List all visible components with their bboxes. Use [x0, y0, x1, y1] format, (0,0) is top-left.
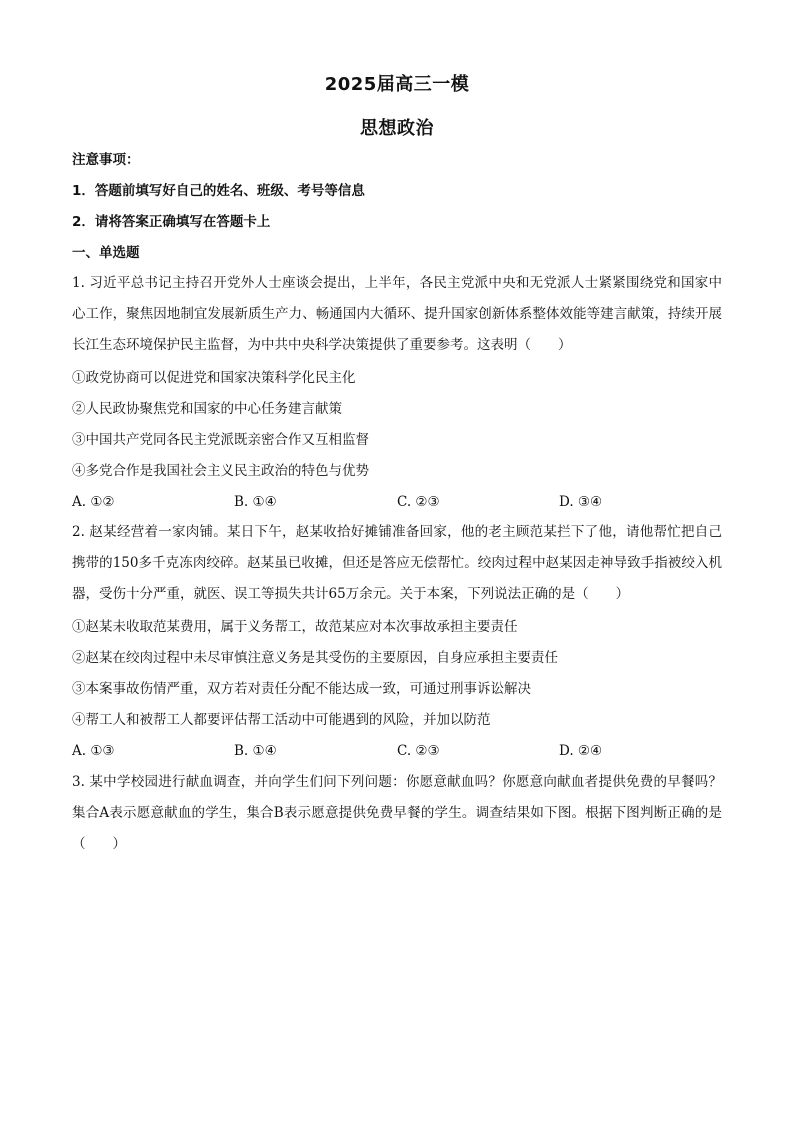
question-1-statement-3: ③中国共产党同各民主党派既亲密合作又互相监督	[72, 432, 369, 448]
question-1-statement-2: ②人民政协聚焦党和国家的中心任务建言献策	[72, 401, 342, 417]
notice-heading: 注意事项：	[72, 152, 140, 168]
section-heading: 一、单选题	[72, 245, 140, 261]
question-2-option-b[interactable]: B. ①④	[234, 743, 277, 759]
question-2-statement-1: ①赵某未收取范某费用，属于义务帮工，故范某应对本次事故承担主要责任	[72, 619, 518, 635]
question-1-option-c[interactable]: C. ②③	[397, 494, 440, 510]
question-1-statement-1: ①政党协商可以促进党和国家决策科学化民主化	[72, 370, 356, 386]
question-1-statement-4: ④多党合作是我国社会主义民主政治的特色与优势	[72, 463, 369, 479]
question-1-option-b[interactable]: B. ①④	[234, 494, 277, 510]
question-1-option-a[interactable]: A. ①②	[72, 494, 115, 510]
question-2-option-d[interactable]: D. ②④	[559, 743, 603, 759]
exam-title: 2025届高三一模	[324, 74, 470, 95]
question-2-statement-4: ④帮工人和被帮工人都要评估帮工活动中可能遇到的风险，并加以防范	[72, 712, 491, 728]
question-3-stem: 3. 某中学校园进行献血调查，并向学生们问下列问题：你愿意献血吗？你愿意向献血者提供免费的早餐吗？集合A表示愿意献血的学生，集合B表示愿意提供免费早餐的学生。调查结果如下图。根据下图判断正确的是（ ）	[72, 774, 722, 852]
exam-subject: 思想政治	[360, 118, 434, 139]
question-2-statement-2: ②赵某在绞肉过程中未尽审慎注意义务是其受伤的主要原因，自身应承担主要责任	[72, 650, 558, 666]
question-2-option-a[interactable]: A. ①③	[72, 743, 115, 759]
question-1-options	[72, 492, 722, 512]
question-2-option-c[interactable]: C. ②③	[397, 743, 440, 759]
notice-item-1: 1．答题前填写好自己的姓名、班级、考号等信息	[72, 183, 365, 199]
notice-item-2: 2．请将答案正确填写在答题卡上	[72, 214, 271, 230]
question-2-options	[72, 741, 722, 761]
question-2-stem: 2. 赵某经营着一家肉铺。某日下午，赵某收拾好摊铺准备回家，他的老主顾范某拦下了他，请他帮忙把自己携带的150多千克冻肉绞碎。赵某虽已收摊，但还是答应无偿帮忙。绞肉过程中赵某因走神导致手指被绞入机器，受伤十分严重，就医、误工等损失共计65万余元。关于本案，下列说法正确的是（ ）	[72, 524, 722, 602]
question-1-stem: 1. 习近平总书记主持召开党外人士座谈会提出，上半年，各民主党派中央和无党派人士紧紧围绕党和国家中心工作，聚焦因地制宜发展新质生产力、畅通国内大循环、提升国家创新体系整体效能等建言献策，持续开展长江生态环境保护民主监督，为中共中央科学决策提供了重要参考。这表明（ ）	[72, 275, 722, 353]
question-1-option-d[interactable]: D. ③④	[559, 494, 603, 510]
question-2-statement-3: ③本案事故伤情严重，双方若对责任分配不能达成一致，可通过刑事诉讼解决	[72, 681, 531, 697]
